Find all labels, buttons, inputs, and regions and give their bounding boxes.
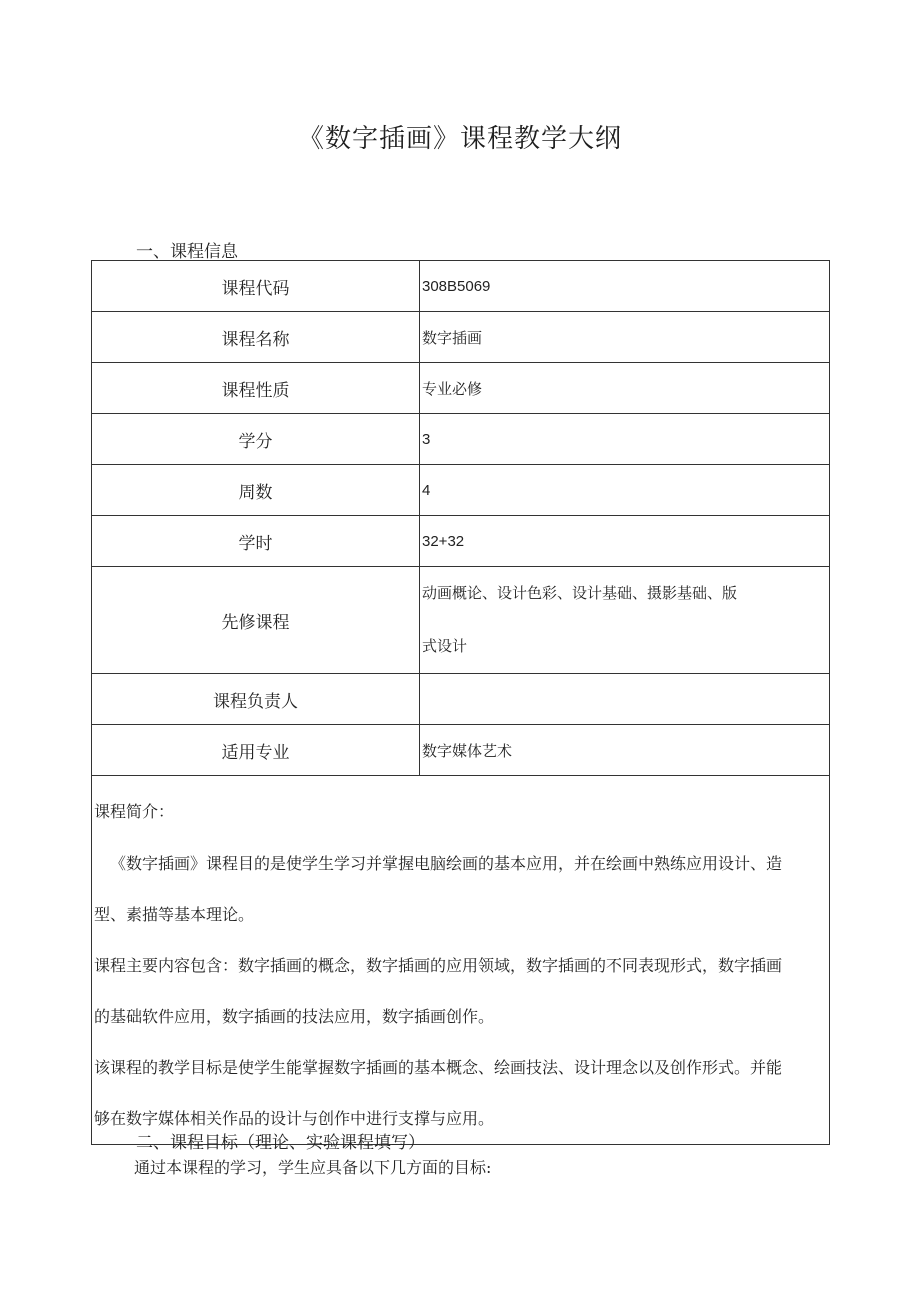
- description-heading: 课程简介：: [94, 802, 175, 821]
- course-info-table: [91, 260, 830, 1145]
- prerequisites-line-1: 动画概论、设计色彩、设计基础、摄影基础、版: [422, 584, 738, 602]
- row-label: 学分: [92, 414, 420, 465]
- table-row: [92, 312, 830, 363]
- document-title: 《数字插画》课程教学大纲: [297, 124, 622, 154]
- hours-value: 32+32: [420, 516, 830, 567]
- table-row: [92, 261, 830, 312]
- row-label: 适用专业: [92, 725, 420, 776]
- course-type-value: 专业必修: [420, 363, 830, 414]
- row-label: 课程负责人: [92, 674, 420, 725]
- prerequisites-line-2: 式设计: [422, 637, 468, 655]
- credits-value: 3: [420, 414, 830, 465]
- row-label: 周数: [92, 465, 420, 516]
- description-line: 《数字插画》课程目的是使学生学习并掌握电脑绘画的基本应用，并在绘画中熟练应用设计、造: [110, 854, 783, 873]
- section-heading-course-info: 一、课程信息: [136, 242, 238, 262]
- course-leader-value: [420, 674, 830, 725]
- row-label: 课程名称: [92, 312, 420, 363]
- description-line: 够在数字媒体相关作品的设计与创作中进行支撑与应用。: [94, 1109, 495, 1128]
- section-heading-course-goals: 二、课程目标（理论、实验课程填写）: [136, 1133, 425, 1153]
- weeks-value: 4: [420, 465, 830, 516]
- table-row: [92, 776, 830, 1145]
- table-row: [92, 674, 830, 725]
- row-label: 先修课程: [92, 567, 420, 674]
- description-line: 的基础软件应用，数字插画的技法应用，数字插画创作。: [94, 1007, 495, 1026]
- course-name-value: 数字插画: [420, 312, 830, 363]
- row-label: 学时: [92, 516, 420, 567]
- table-row: [92, 725, 830, 776]
- course-code-value: 308B5069: [420, 261, 830, 312]
- table-row: [92, 363, 830, 414]
- description-line: 型、素描等基本理论。: [94, 905, 255, 924]
- row-label: 课程性质: [92, 363, 420, 414]
- table-row: [92, 465, 830, 516]
- description-line: 课程主要内容包含：数字插画的概念，数字插画的应用领域，数字插画的不同表现形式，数字插画: [94, 956, 783, 975]
- prerequisites-value: [420, 567, 830, 674]
- description-line: 该课程的教学目标是使学生能掌握数字插画的基本概念、绘画技法、设计理念以及创作形式。并能: [94, 1058, 783, 1077]
- course-goals-intro: 通过本课程的学习，学生应具备以下几方面的目标:: [134, 1158, 492, 1177]
- applicable-major-value: 数字媒体艺术: [420, 725, 830, 776]
- row-label: 课程代码: [92, 261, 420, 312]
- course-description: [92, 776, 830, 1145]
- table-row: [92, 516, 830, 567]
- table-row: [92, 414, 830, 465]
- table-row: [92, 567, 830, 674]
